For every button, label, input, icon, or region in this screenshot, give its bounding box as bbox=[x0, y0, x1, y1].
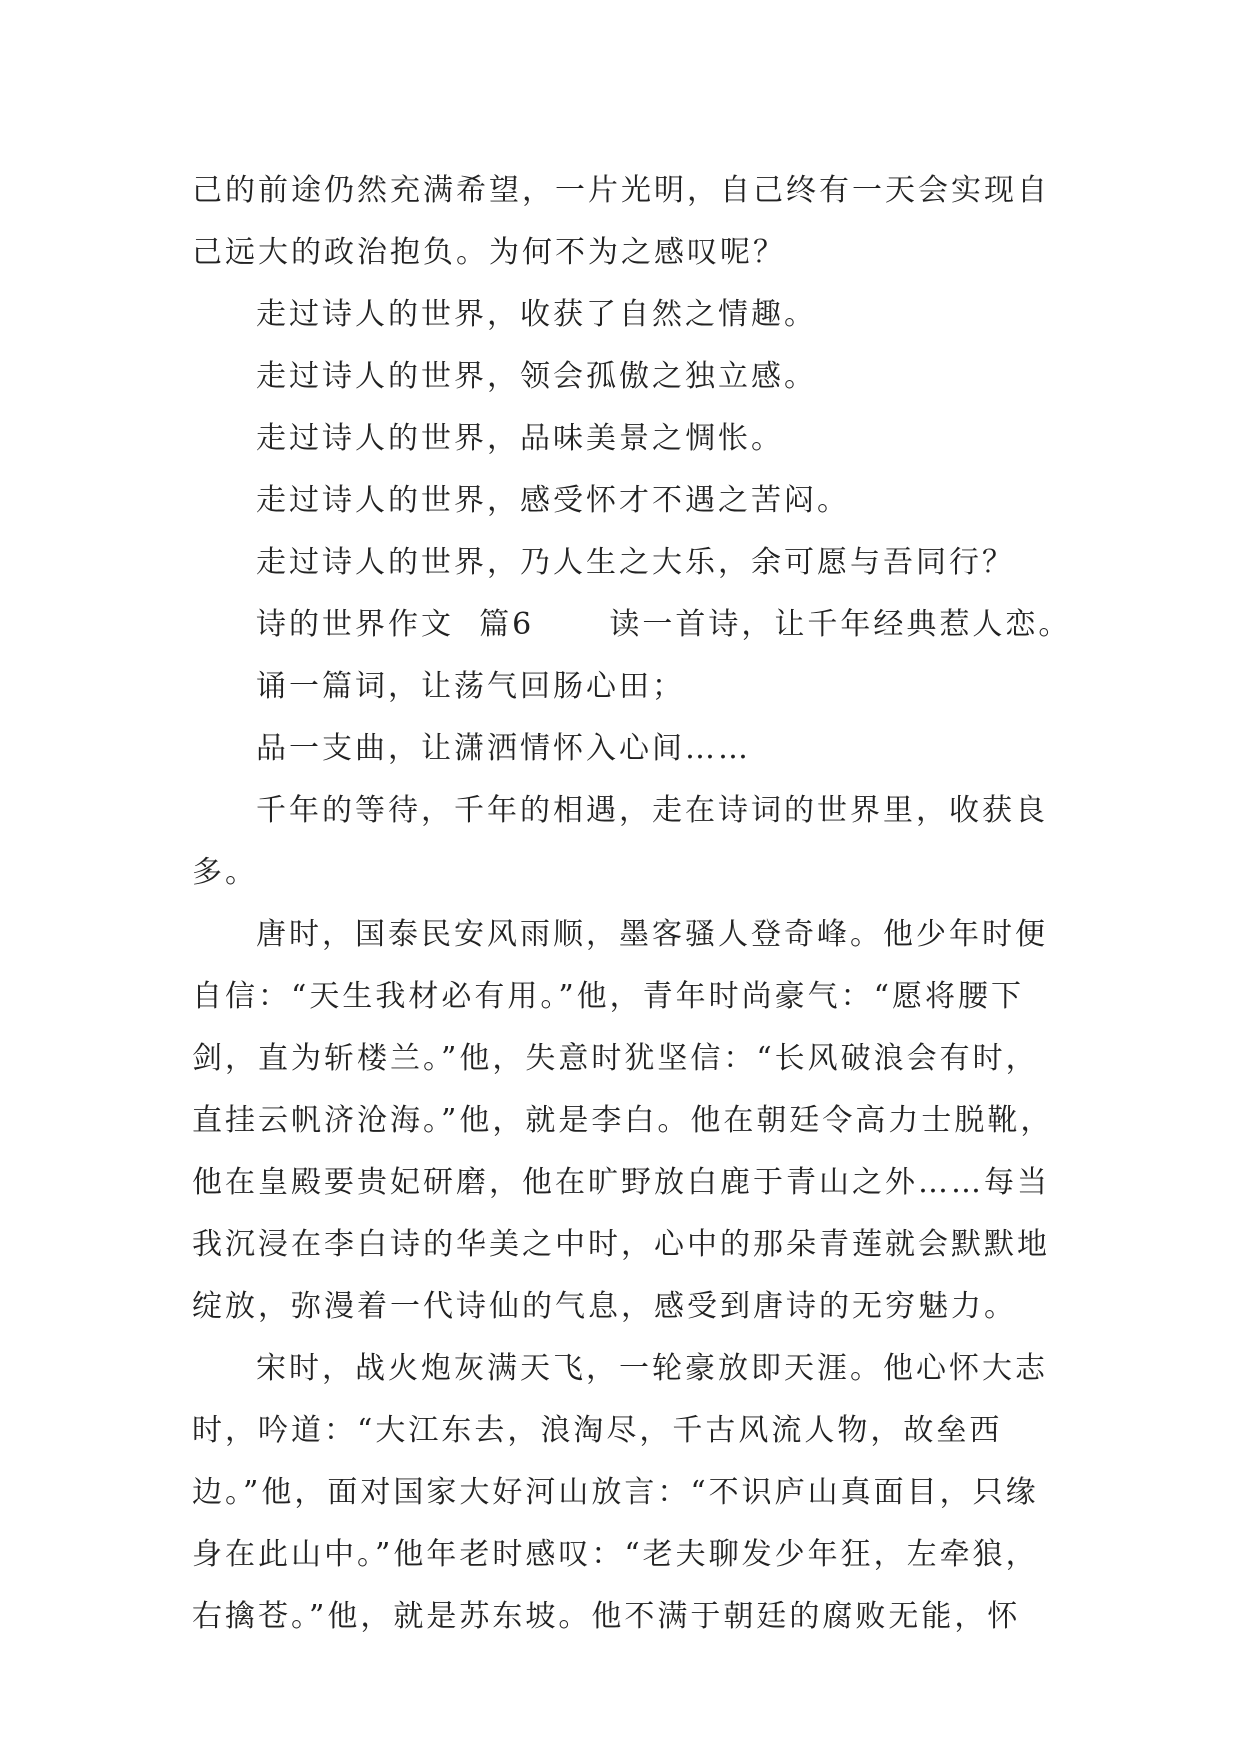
text-line: 我沉浸在李白诗的华美之中时，心中的那朵青莲就会默默地 bbox=[192, 1227, 1050, 1262]
section-heading-line: 诗的世界作文 篇6 读一首诗，让千年经典惹人恋。 bbox=[256, 607, 1072, 642]
text-line: 走过诗人的世界，乃人生之大乐，余可愿与吾同行？ bbox=[256, 545, 1015, 580]
text-line: 品一支曲，让潇洒情怀入心间…… bbox=[256, 731, 751, 766]
text-line: 宋时，战火炮灰满天飞，一轮豪放即天涯。他心怀大志 bbox=[256, 1351, 1048, 1386]
document-page bbox=[192, 160, 1072, 1648]
text-line: 千年的等待，千年的相遇，走在诗词的世界里，收获良 bbox=[256, 793, 1048, 828]
text-line: 走过诗人的世界，感受怀才不遇之苦闷。 bbox=[256, 483, 850, 518]
text-line: 唐时，国泰民安风雨顺，墨客骚人登奇峰。他少年时便 bbox=[256, 917, 1048, 952]
text-line: 多。 bbox=[192, 855, 258, 890]
text-line: 绽放，弥漫着一代诗仙的气息，感受到唐诗的无穷魅力。 bbox=[192, 1289, 1017, 1324]
text-line: 自信：“天生我材必有用。”他，青年时尚豪气：“愿将腰下 bbox=[192, 979, 1025, 1014]
text-line: 诵一篇词，让荡气回肠心田； bbox=[256, 669, 685, 704]
text-line: 剑，直为斩楼兰。”他，失意时犹坚信：“长风破浪会有时， bbox=[192, 1041, 1039, 1076]
text-line: 己的前途仍然充满希望，一片光明，自己终有一天会实现自 bbox=[192, 173, 1050, 208]
text-line: 边。”他，面对国家大好河山放言：“不识庐山真面目，只缘 bbox=[192, 1475, 1039, 1510]
text-line: 走过诗人的世界，领会孤傲之独立感。 bbox=[256, 359, 817, 394]
text-line: 右擒苍。”他，就是苏东坡。他不满于朝廷的腐败无能，怀 bbox=[192, 1599, 1021, 1634]
text-line: 走过诗人的世界，收获了自然之情趣。 bbox=[256, 297, 817, 332]
text-line: 他在皇殿要贵妃研磨，他在旷野放白鹿于青山之外……每当 bbox=[192, 1165, 1050, 1200]
text-line: 时，吟道：“大江东去，浪淘尽，千古风流人物，故垒西 bbox=[192, 1413, 1003, 1448]
text-line: 直挂云帆济沧海。”他，就是李白。他在朝廷令高力士脱靴， bbox=[192, 1103, 1054, 1138]
text-line: 走过诗人的世界，品味美景之惆怅。 bbox=[256, 421, 784, 456]
text-line: 身在此山中。”他年老时感叹：“老夫聊发少年狂，左牵狼， bbox=[192, 1537, 1039, 1572]
text-line: 己远大的政治抱负。为何不为之感叹呢？ bbox=[192, 235, 786, 270]
